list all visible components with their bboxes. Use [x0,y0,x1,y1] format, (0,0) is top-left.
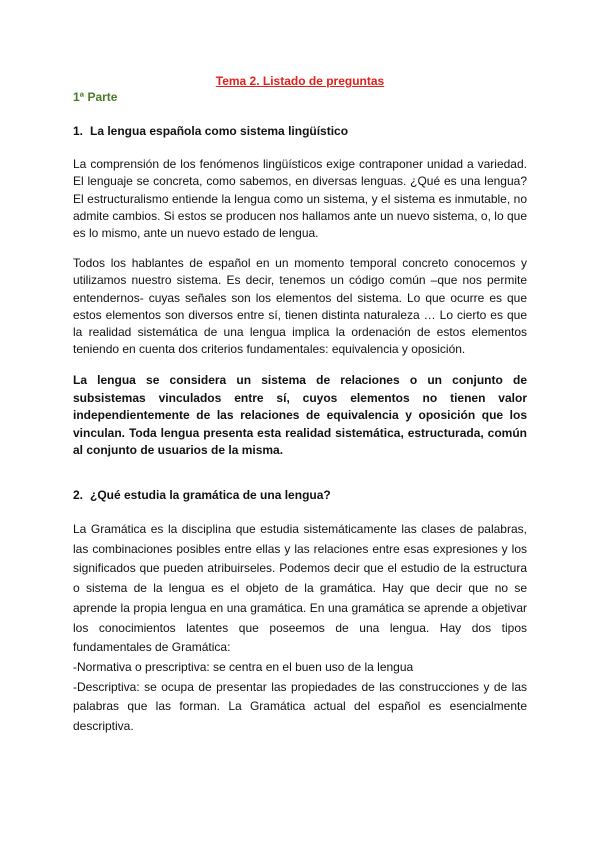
section-2-list-item: -Normativa o prescriptiva: se centra en el buen uso de la lengua [73,659,414,674]
section-1-number: 1. [73,124,84,138]
section-1-paragraph-2: Todos los hablantes de español en un momento temporal concreto conocemos y utilizamos nuestro sistema. Es decir, tenemos un código común –que nos permite entendernos- cuyas señales son los elementos del sistema. Lo que ocurre es que estos elementos son diversos entre sí, tienen distinta naturaleza … Lo cierto es que la realidad sistemática de una lengua implica la ordenación de estos elementos teniendo en cuenta dos criterios fundamentales: equivalencia y oposición. [73,256,527,357]
section-2-body [73,520,527,737]
section-2-number: 2. [73,488,84,502]
section-1-heading [73,123,527,139]
section-1-bold-paragraph: La lengua se considera un sistema de relaciones o un conjunto de subsistemas vinculados entre sí, cuyos elementos no tienen valor independientemente de las relaciones de equivalencia y oposición que los vinculan. Toda lengua presenta esta realidad sistemática, estructurada, común al conjunto de usuarios de la misma. [73,373,527,457]
document-title: Tema 2. Listado de preguntas [215,74,385,88]
section-1-paragraph-1: La comprensión de los fenómenos lingüísticos exige contraponer unidad a variedad. El lenguaje se concreta, como sabemos, en diversas lenguas. ¿Qué es una lengua? El estructuralismo entiende la lengua como un sistema, y el sistema es inmutable, no admite cambios. Si estos se producen nos hallamos ante un nuevo sistema, o, lo que es lo mismo, ante un nuevo estado de lengua. [73,157,527,241]
section-2-list-item: -Descriptiva: se ocupa de presentar las propiedades de las construcciones y de las palabras que las forman. La Gramática actual del español es esencialmente descriptiva. [73,679,527,734]
part-heading: 1ª Parte [73,90,118,104]
section-2-title: ¿Qué estudia la gramática de una lengua? [90,488,331,502]
section-2-paragraph: La Gramática es la disciplina que estudia sistemáticamente las clases de palabras, las combinaciones posibles entre ellas y las relaciones entre esas expresiones y los significados que pueden atribuirseles. Podemos decir que el estudio de la estructura o sistema de la lengua es el objeto de la gramática. Hay que decir que no se aprende la propia lengua en una gramática. En una gramática se aprende a objetivar los conocimientos latentes que poseemos de una lengua. Hay dos tipos fundamentales de Gramática: [73,522,527,655]
section-1-title: La lengua española como sistema lingüístico [90,124,349,138]
section-2-heading [73,487,527,503]
